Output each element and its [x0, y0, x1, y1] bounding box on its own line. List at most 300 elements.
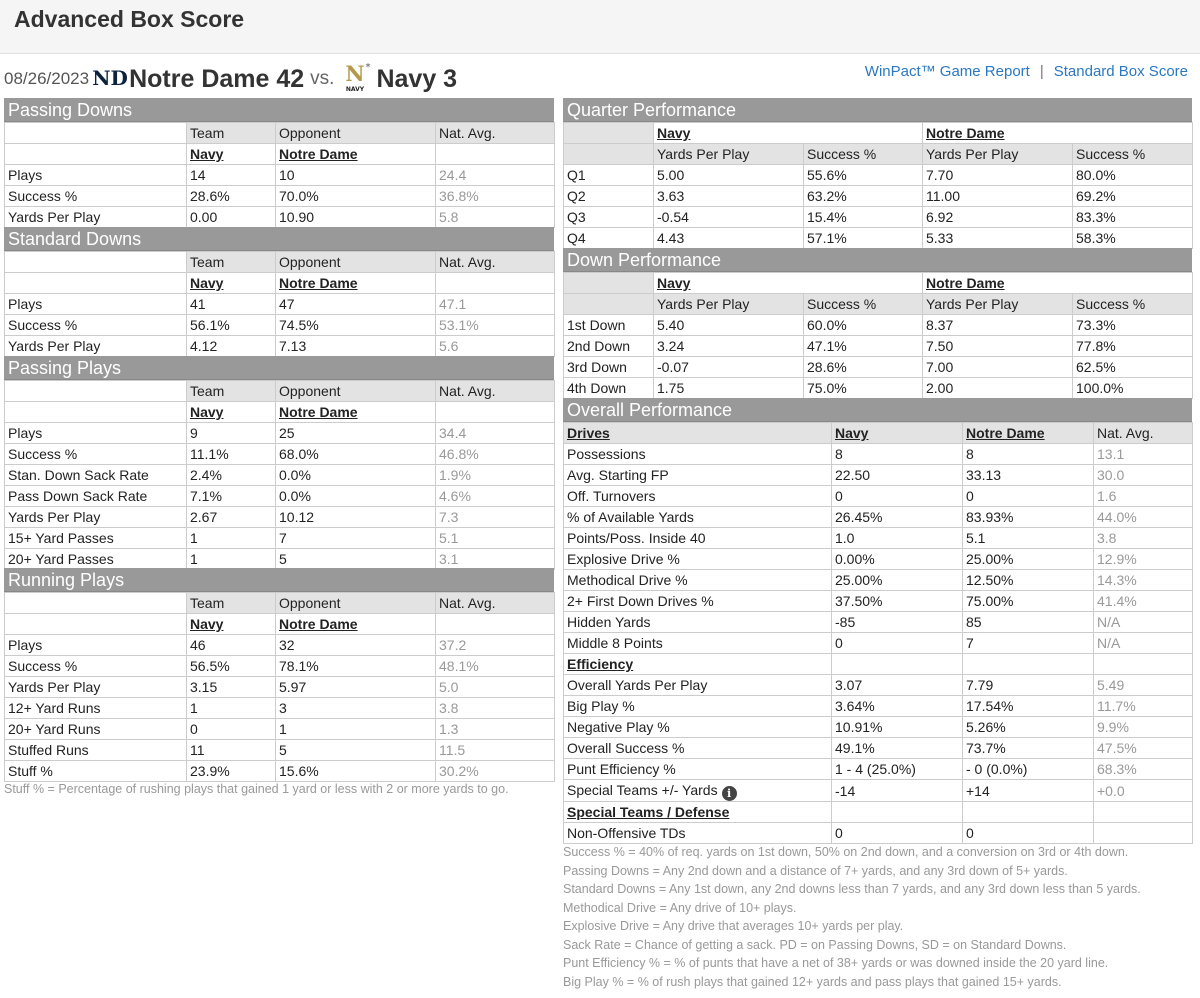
- navy-logo-icon: [342, 61, 372, 98]
- cell-value: -0.07: [654, 357, 804, 378]
- cell-value: 62.5%: [1073, 357, 1193, 378]
- cell-value: 5.00: [654, 165, 804, 186]
- standard-downs-table: [4, 251, 555, 357]
- nat-avg-value: 47.5%: [1094, 738, 1193, 759]
- stat-label: Explosive Drive %: [564, 549, 832, 570]
- team-value: 2.4%: [187, 465, 276, 486]
- table-header-row: [5, 381, 555, 402]
- stat-label: Plays: [5, 635, 187, 656]
- nat-avg-value: 3.8: [436, 698, 555, 719]
- passing-downs-section: [4, 98, 554, 228]
- nat-avg-value: 46.8%: [436, 444, 555, 465]
- overall-performance-table: [563, 422, 1193, 844]
- nat-avg-value: N/A: [1094, 612, 1193, 633]
- team-label: Navy: [187, 614, 276, 635]
- team-value: 0: [187, 719, 276, 740]
- team-label: Navy: [187, 273, 276, 294]
- stat-label: Possessions: [564, 444, 832, 465]
- team-value: 56.1%: [187, 315, 276, 336]
- table-row: [5, 294, 555, 315]
- cell-value: 73.3%: [1073, 315, 1193, 336]
- stat-label: Off. Turnovers: [564, 486, 832, 507]
- opponent-value: 3: [276, 698, 436, 719]
- stat-label: Middle 8 Points: [564, 633, 832, 654]
- group-label: Efficiency: [564, 654, 832, 675]
- table-row: [5, 698, 555, 719]
- team-value: 23.9%: [187, 761, 276, 782]
- stat-label: Plays: [5, 165, 187, 186]
- table-row: [5, 423, 555, 444]
- table-row: [564, 357, 1193, 378]
- cell-value: 5.33: [923, 228, 1073, 249]
- stat-label: % of Available Yards: [564, 507, 832, 528]
- overall-performance-section: [563, 398, 1192, 844]
- cell-value: 4.43: [654, 228, 804, 249]
- column-header: Team: [187, 252, 276, 273]
- stat-label: Yards Per Play: [5, 336, 187, 357]
- link-separator: |: [1039, 63, 1044, 80]
- nat-avg-value: 1.3: [436, 719, 555, 740]
- nat-avg-value: 12.9%: [1094, 549, 1193, 570]
- table-header-row: [564, 144, 1193, 165]
- versus-label: vs.: [310, 68, 335, 89]
- table-header-row: [564, 423, 1193, 444]
- row-label: Q3: [564, 207, 654, 228]
- row-label: Q4: [564, 228, 654, 249]
- opponent-value: 25: [276, 423, 436, 444]
- stat-label: Yards Per Play: [5, 507, 187, 528]
- team-name-row: [5, 614, 555, 635]
- cell-value: 69.2%: [1073, 186, 1193, 207]
- table-row: [564, 591, 1193, 612]
- stat-label: Overall Yards Per Play: [564, 675, 832, 696]
- column-header: Opponent: [276, 123, 436, 144]
- team-label: Notre Dame: [923, 273, 1193, 294]
- opponent-value: 15.6%: [276, 761, 436, 782]
- table-row: [5, 740, 555, 761]
- cell-value: 47.1%: [804, 336, 923, 357]
- stat-label: Plays: [5, 294, 187, 315]
- stat-label: Yards Per Play: [5, 207, 187, 228]
- table-row: [564, 633, 1193, 654]
- table-row: [564, 228, 1193, 249]
- column-header: Yards Per Play: [923, 294, 1073, 315]
- table-row: [564, 507, 1193, 528]
- opponent-value: 47: [276, 294, 436, 315]
- nat-avg-value: 36.8%: [436, 186, 555, 207]
- table-row: [5, 336, 555, 357]
- team-value: 1: [187, 549, 276, 570]
- home-team-score: Notre Dame 42: [129, 64, 305, 93]
- team-name-row: [5, 144, 555, 165]
- cell-value: 7.70: [923, 165, 1073, 186]
- stat-label: Methodical Drive %: [564, 570, 832, 591]
- winpact-report-link[interactable]: WinPact™ Game Report: [864, 63, 1030, 80]
- column-header: Nat. Avg.: [436, 252, 555, 273]
- stat-label: 15+ Yard Passes: [5, 528, 187, 549]
- column-header: Success %: [1073, 294, 1193, 315]
- team-label: Navy: [832, 423, 963, 444]
- nat-avg-value: 3.8: [1094, 528, 1193, 549]
- nat-avg-value: 4.6%: [436, 486, 555, 507]
- page-header: [0, 0, 1200, 54]
- table-row: [564, 186, 1193, 207]
- group-header-row: [564, 802, 1193, 823]
- section-title: Overall Performance: [563, 398, 1192, 422]
- stat-label: Success %: [5, 186, 187, 207]
- table-row: [564, 528, 1193, 549]
- team-label: Notre Dame: [276, 402, 436, 423]
- cell-value: 7.00: [923, 357, 1073, 378]
- column-header: Opponent: [276, 593, 436, 614]
- column-header: Yards Per Play: [654, 144, 804, 165]
- column-header: Nat. Avg.: [436, 593, 555, 614]
- team-label: Navy: [654, 273, 923, 294]
- opponent-value: 5: [276, 549, 436, 570]
- opponent-value: 12.50%: [963, 570, 1094, 591]
- stat-label: Success %: [5, 444, 187, 465]
- opponent-value: 10: [276, 165, 436, 186]
- opponent-value: 7: [276, 528, 436, 549]
- team-value: 3.15: [187, 677, 276, 698]
- note-line: Passing Downs = Any 2nd down and a distance of 7+ yards, and any 3rd down of 5+ yards.: [563, 863, 1068, 878]
- stat-label: Stuffed Runs: [5, 740, 187, 761]
- passing-plays-table: [4, 380, 555, 570]
- opponent-value: 5.1: [963, 528, 1094, 549]
- note-line: Big Play % = % of rush plays that gained 12+ yards and pass plays that gained 15+ yards.: [563, 974, 1062, 989]
- table-row: [564, 486, 1193, 507]
- team-value: 3.64%: [832, 696, 963, 717]
- nat-avg-value: +0.0: [1094, 780, 1193, 802]
- table-header-row: [5, 252, 555, 273]
- opponent-value: 74.5%: [276, 315, 436, 336]
- cell-value: 83.3%: [1073, 207, 1193, 228]
- stat-label: 2+ First Down Drives %: [564, 591, 832, 612]
- table-row: [5, 635, 555, 656]
- table-row: [564, 570, 1193, 591]
- opponent-value: 1: [276, 719, 436, 740]
- page-title: Advanced Box Score: [14, 6, 245, 32]
- nat-avg-value: 5.8: [436, 207, 555, 228]
- table-row: [564, 336, 1193, 357]
- team-value: 41: [187, 294, 276, 315]
- down-performance-table: [563, 272, 1193, 399]
- nat-avg-value: 11.7%: [1094, 696, 1193, 717]
- stat-label: Non-Offensive TDs: [564, 823, 832, 844]
- team-label: Navy: [187, 144, 276, 165]
- team-value: 26.45%: [832, 507, 963, 528]
- cell-value: 60.0%: [804, 315, 923, 336]
- nat-avg-value: 30.0: [1094, 465, 1193, 486]
- table-row: [564, 823, 1193, 844]
- nat-avg-value: N/A: [1094, 633, 1193, 654]
- stat-label: [564, 780, 832, 802]
- team-label: Notre Dame: [276, 273, 436, 294]
- nat-avg-value: 30.2%: [436, 761, 555, 782]
- nat-avg-value: 48.1%: [436, 656, 555, 677]
- nat-avg-value: 1.9%: [436, 465, 555, 486]
- standard-downs-section: [4, 227, 554, 357]
- opponent-value: 0.0%: [276, 486, 436, 507]
- note-line: Sack Rate = Chance of getting a sack. PD = on Passing Downs, SD = on Standard Downs.: [563, 937, 1067, 952]
- table-row: [5, 656, 555, 677]
- away-team-score: Navy 3: [376, 64, 458, 93]
- team-value: 1: [187, 528, 276, 549]
- team-value: 2.67: [187, 507, 276, 528]
- team-value: 10.91%: [832, 717, 963, 738]
- cell-value: 15.4%: [804, 207, 923, 228]
- table-row: [564, 315, 1193, 336]
- opponent-value: 8: [963, 444, 1094, 465]
- cell-value: 28.6%: [804, 357, 923, 378]
- column-header: Success %: [804, 144, 923, 165]
- report-links: [865, 63, 1188, 80]
- team-value: 8: [832, 444, 963, 465]
- team-value: 9: [187, 423, 276, 444]
- column-header: Opponent: [276, 252, 436, 273]
- column-header: Team: [187, 593, 276, 614]
- stat-label: 20+ Yard Runs: [5, 719, 187, 740]
- team-value: 0: [832, 823, 963, 844]
- team-value: 0.00%: [832, 549, 963, 570]
- opponent-value: 10.90: [276, 207, 436, 228]
- nat-avg-value: 34.4: [436, 423, 555, 444]
- section-title: Passing Plays: [4, 356, 554, 380]
- column-header: Nat. Avg.: [436, 123, 555, 144]
- cell-value: 77.8%: [1073, 336, 1193, 357]
- stat-label: Negative Play %: [564, 717, 832, 738]
- stat-label: Plays: [5, 423, 187, 444]
- passing-plays-section: [4, 356, 554, 570]
- row-label: Q2: [564, 186, 654, 207]
- nat-avg-value: 3.1: [436, 549, 555, 570]
- table-row: [564, 780, 1193, 802]
- table-row: [5, 677, 555, 698]
- nat-avg-value: 37.2: [436, 635, 555, 656]
- table-row: [5, 465, 555, 486]
- stat-label: Stuff %: [5, 761, 187, 782]
- definitions-notes: [563, 843, 1141, 991]
- cell-value: 58.3%: [1073, 228, 1193, 249]
- opponent-value: 0.0%: [276, 465, 436, 486]
- team-label: Notre Dame: [923, 123, 1193, 144]
- table-row: [5, 528, 555, 549]
- nat-avg-value: 5.1: [436, 528, 555, 549]
- opponent-value: 33.13: [963, 465, 1094, 486]
- stat-label: Yards Per Play: [5, 677, 187, 698]
- passing-downs-table: [4, 122, 555, 228]
- row-label: 1st Down: [564, 315, 654, 336]
- opponent-value: 5.97: [276, 677, 436, 698]
- info-icon[interactable]: i: [722, 786, 737, 801]
- special-teams-label: Special Teams +/- Yards: [567, 782, 718, 798]
- opponent-value: 7.79: [963, 675, 1094, 696]
- team-value: 0: [832, 633, 963, 654]
- table-row: [5, 207, 555, 228]
- table-header-row: [564, 294, 1193, 315]
- column-header: Nat. Avg.: [1094, 423, 1193, 444]
- standard-box-score-link[interactable]: Standard Box Score: [1053, 63, 1188, 80]
- stuff-footnote: Stuff % = Percentage of rushing plays that gained 1 yard or less with 2 or more yards to go.: [4, 782, 509, 796]
- opponent-value: 17.54%: [963, 696, 1094, 717]
- opponent-value: 73.7%: [963, 738, 1094, 759]
- opponent-value: 83.93%: [963, 507, 1094, 528]
- stat-label: Punt Efficiency %: [564, 759, 832, 780]
- table-row: [564, 717, 1193, 738]
- team-value: 14: [187, 165, 276, 186]
- table-row: [564, 612, 1193, 633]
- table-row: [5, 507, 555, 528]
- opponent-value: 85: [963, 612, 1094, 633]
- game-date: 08/26/2023: [4, 69, 90, 88]
- team-value: 25.00%: [832, 570, 963, 591]
- table-row: [564, 465, 1193, 486]
- cell-value: 63.2%: [804, 186, 923, 207]
- cell-value: 6.92: [923, 207, 1073, 228]
- opponent-value: 7: [963, 633, 1094, 654]
- nat-avg-value: [1094, 823, 1193, 844]
- table-row: [564, 444, 1193, 465]
- table-row: [5, 165, 555, 186]
- nat-avg-value: 5.0: [436, 677, 555, 698]
- column-header: Success %: [804, 294, 923, 315]
- opponent-value: 5.26%: [963, 717, 1094, 738]
- table-header-row: [5, 593, 555, 614]
- nat-avg-value: 24.4: [436, 165, 555, 186]
- cell-value: 2.00: [923, 378, 1073, 399]
- cell-value: 3.24: [654, 336, 804, 357]
- nat-avg-value: 53.1%: [436, 315, 555, 336]
- team-value: 3.07: [832, 675, 963, 696]
- stat-label: Success %: [5, 315, 187, 336]
- row-label: Q1: [564, 165, 654, 186]
- table-row: [564, 675, 1193, 696]
- notre-dame-logo-icon: [92, 62, 128, 97]
- group-label: Drives: [564, 423, 832, 444]
- cell-value: 8.37: [923, 315, 1073, 336]
- game-summary: [4, 62, 457, 96]
- opponent-value: 78.1%: [276, 656, 436, 677]
- nat-avg-value: 68.3%: [1094, 759, 1193, 780]
- team-label: Notre Dame: [963, 423, 1094, 444]
- note-line: Punt Efficiency % = % of punts that have a net of 38+ yards or was downed inside the 20 yard line.: [563, 956, 1109, 970]
- table-row: [5, 315, 555, 336]
- svg-text:NAVY: NAVY: [346, 85, 365, 93]
- column-header: Yards Per Play: [654, 294, 804, 315]
- cell-value: 80.0%: [1073, 165, 1193, 186]
- opponent-value: 75.00%: [963, 591, 1094, 612]
- nat-avg-value: 5.6: [436, 336, 555, 357]
- opponent-value: 5: [276, 740, 436, 761]
- opponent-value: 70.0%: [276, 186, 436, 207]
- team-label: Navy: [654, 123, 923, 144]
- table-row: [564, 759, 1193, 780]
- column-header: Opponent: [276, 381, 436, 402]
- table-row: [5, 761, 555, 782]
- stat-label: 20+ Yard Passes: [5, 549, 187, 570]
- svg-text:*: *: [365, 61, 371, 73]
- section-title: Standard Downs: [4, 227, 554, 251]
- note-line: Methodical Drive = Any drive of 10+ plays.: [563, 900, 797, 915]
- team-label: Navy: [187, 402, 276, 423]
- nat-avg-value: 47.1: [436, 294, 555, 315]
- table-row: [564, 207, 1193, 228]
- table-row: [564, 549, 1193, 570]
- cell-value: 5.40: [654, 315, 804, 336]
- cell-value: 75.0%: [804, 378, 923, 399]
- table-row: [564, 165, 1193, 186]
- team-name-row: [564, 273, 1193, 294]
- team-value: 7.1%: [187, 486, 276, 507]
- running-plays-table: [4, 592, 555, 782]
- team-value: 1.0: [832, 528, 963, 549]
- nat-avg-value: 13.1: [1094, 444, 1193, 465]
- opponent-value: 68.0%: [276, 444, 436, 465]
- table-row: [5, 549, 555, 570]
- table-row: [5, 444, 555, 465]
- nat-avg-value: 9.9%: [1094, 717, 1193, 738]
- team-value: 4.12: [187, 336, 276, 357]
- stat-label: Overall Success %: [564, 738, 832, 759]
- quarter-performance-section: [563, 98, 1192, 249]
- note-line: Standard Downs = Any 1st down, any 2nd downs less than 7 yards, and any 3rd down less than 5 yards.: [563, 882, 1141, 896]
- team-value: 56.5%: [187, 656, 276, 677]
- cell-value: 7.50: [923, 336, 1073, 357]
- nat-avg-value: 14.3%: [1094, 570, 1193, 591]
- section-title: Running Plays: [4, 568, 554, 592]
- team-value: 37.50%: [832, 591, 963, 612]
- column-header: Team: [187, 381, 276, 402]
- stat-label: Stan. Down Sack Rate: [5, 465, 187, 486]
- down-performance-section: [563, 248, 1192, 399]
- team-value: 1 - 4 (25.0%): [832, 759, 963, 780]
- stat-label: Big Play %: [564, 696, 832, 717]
- team-value: 1: [187, 698, 276, 719]
- table-row: [5, 486, 555, 507]
- svg-text:ND: ND: [92, 65, 128, 90]
- stat-label: Success %: [5, 656, 187, 677]
- stat-label: 12+ Yard Runs: [5, 698, 187, 719]
- table-row: [5, 186, 555, 207]
- team-name-row: [5, 273, 555, 294]
- team-value: 22.50: [832, 465, 963, 486]
- svg-text:N: N: [345, 60, 366, 86]
- nat-avg-value: 1.6: [1094, 486, 1193, 507]
- column-header: Nat. Avg.: [436, 381, 555, 402]
- cell-value: 57.1%: [804, 228, 923, 249]
- column-header: Yards Per Play: [923, 144, 1073, 165]
- opponent-value: - 0 (0.0%): [963, 759, 1094, 780]
- team-label: Notre Dame: [276, 614, 436, 635]
- cell-value: 11.00: [923, 186, 1073, 207]
- opponent-value: 25.00%: [963, 549, 1094, 570]
- nat-avg-value: 41.4%: [1094, 591, 1193, 612]
- team-value: 28.6%: [187, 186, 276, 207]
- quarter-performance-table: [563, 122, 1193, 249]
- stat-label: Pass Down Sack Rate: [5, 486, 187, 507]
- table-row: [564, 696, 1193, 717]
- row-label: 3rd Down: [564, 357, 654, 378]
- team-label: Notre Dame: [276, 144, 436, 165]
- note-line: Explosive Drive = Any drive that averages 10+ yards per play.: [563, 919, 904, 933]
- nat-avg-value: 7.3: [436, 507, 555, 528]
- cell-value: 3.63: [654, 186, 804, 207]
- table-row: [564, 378, 1193, 399]
- section-title: Passing Downs: [4, 98, 554, 122]
- group-label: Special Teams / Defense: [564, 802, 832, 823]
- stat-label: Avg. Starting FP: [564, 465, 832, 486]
- opponent-value: 10.12: [276, 507, 436, 528]
